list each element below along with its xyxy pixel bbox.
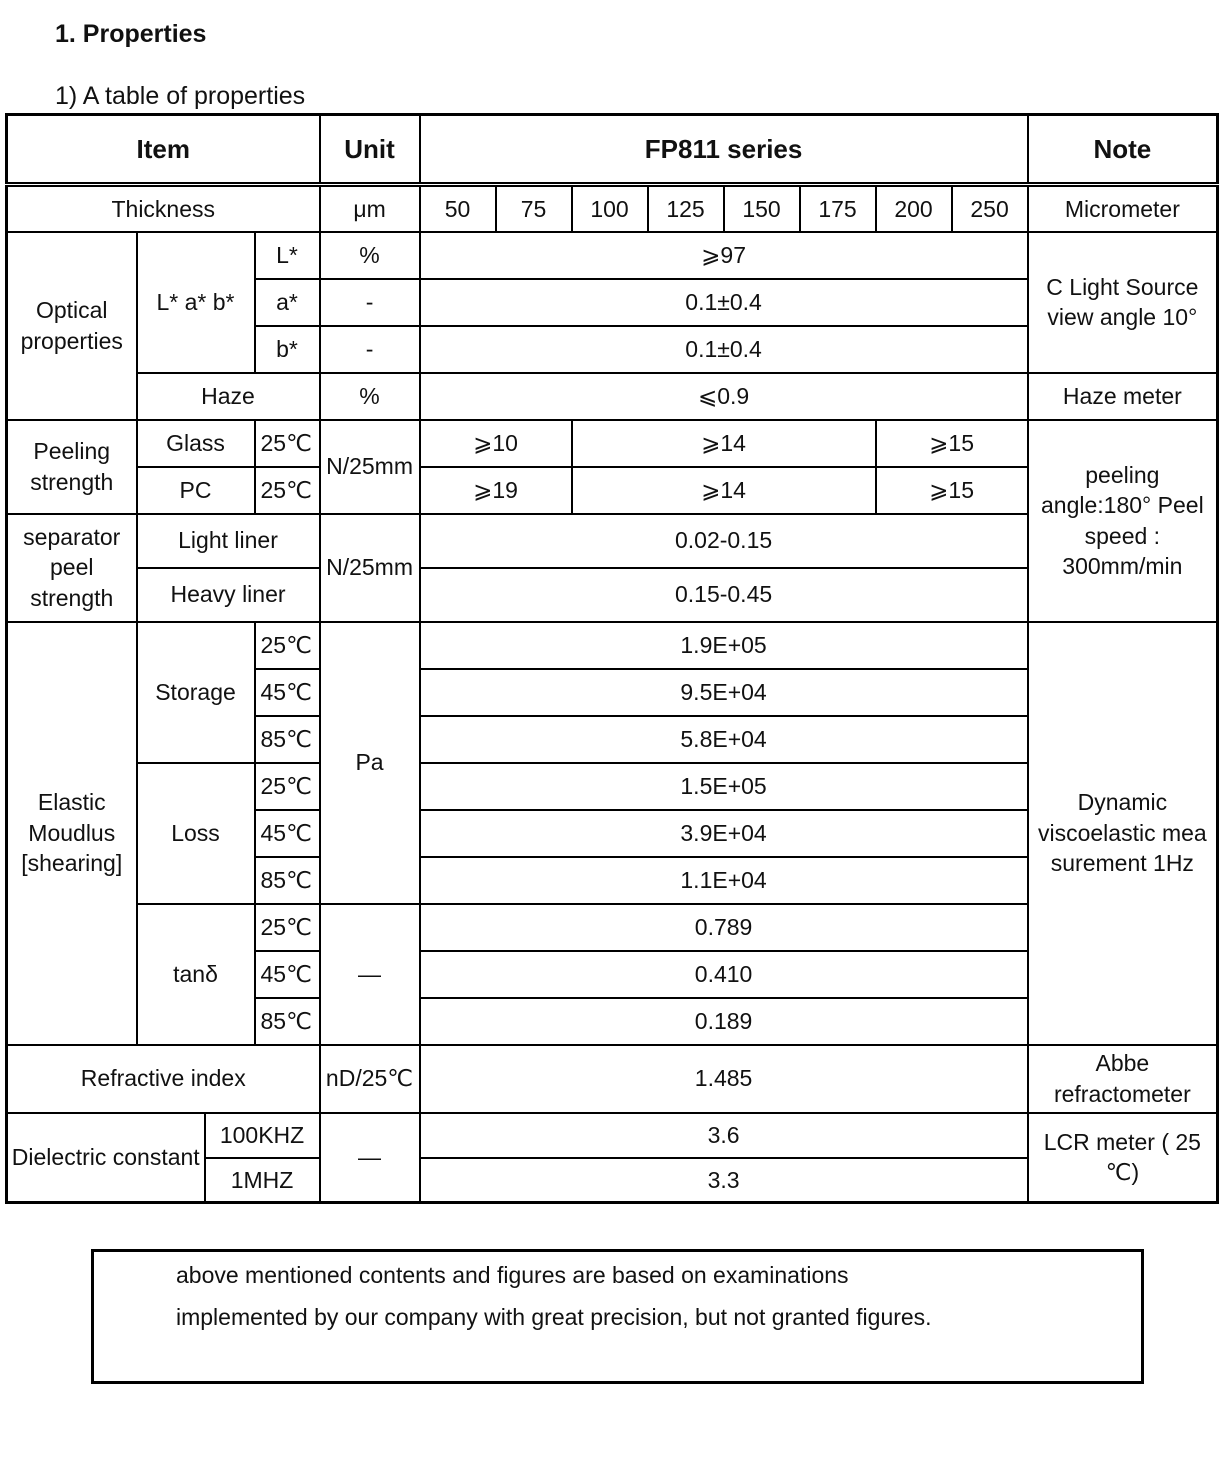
- peel-glass-temp: 25℃: [255, 420, 320, 467]
- peeling-unit: N/25mm: [320, 420, 420, 514]
- thickness-value: 250: [952, 185, 1028, 232]
- refractive-value: 1.485: [420, 1045, 1028, 1113]
- disclaimer-line: implemented by our company with great precision, but not granted figures.: [176, 1304, 932, 1330]
- header-item: Item: [7, 115, 320, 185]
- elastic-temp: 45℃: [255, 669, 320, 716]
- thickness-unit: μm: [320, 185, 420, 232]
- separator-group-label: separator peel strength: [7, 514, 137, 622]
- peel-glass-value: ⩾15: [876, 420, 1028, 467]
- peel-glass-label: Glass: [137, 420, 255, 467]
- heavy-liner-label: Heavy liner: [137, 568, 320, 622]
- pa-unit: Pa: [320, 622, 420, 904]
- header-note: Note: [1028, 115, 1218, 185]
- elastic-temp: 85℃: [255, 716, 320, 763]
- elastic-temp: 25℃: [255, 622, 320, 669]
- dielectric-value: 3.3: [420, 1158, 1028, 1203]
- refractive-note: Abbe refractometer: [1028, 1045, 1218, 1113]
- refractive-row: [7, 1045, 1218, 1113]
- a-value: 0.1±0.4: [420, 279, 1028, 326]
- thickness-value: 200: [876, 185, 952, 232]
- thickness-note: Micrometer: [1028, 185, 1218, 232]
- elastic-temp: 85℃: [255, 857, 320, 904]
- table-subheading: 1) A table of properties: [55, 82, 306, 110]
- storage-label: Storage: [137, 622, 255, 763]
- thickness-value: 125: [648, 185, 724, 232]
- a-label: a*: [255, 279, 320, 326]
- elastic-value: 0.410: [420, 951, 1028, 998]
- elastic-temp: 25℃: [255, 904, 320, 951]
- peel-pc-temp: 25℃: [255, 467, 320, 514]
- refractive-label: Refractive index: [7, 1045, 320, 1113]
- l-label: L*: [255, 232, 320, 279]
- thickness-value: 100: [572, 185, 648, 232]
- optical-group-label: Optical properties: [7, 232, 137, 420]
- elastic-group-label: Elastic Moudlus [shearing]: [7, 622, 137, 1045]
- dielectric-value: 3.6: [420, 1113, 1028, 1158]
- properties-table: [5, 113, 1219, 1204]
- page-heading: 1. Properties: [55, 20, 207, 48]
- thickness-value: 150: [724, 185, 800, 232]
- thickness-value: 175: [800, 185, 876, 232]
- haze-row: [7, 373, 1218, 420]
- header-row: [7, 115, 1218, 185]
- b-value: 0.1±0.4: [420, 326, 1028, 373]
- peeling-note: peeling angle:180° Peel speed : 300mm/min: [1028, 420, 1218, 622]
- thickness-row: [7, 185, 1218, 232]
- haze-label: Haze: [137, 373, 320, 420]
- elastic-note: Dynamic viscoelastic mea surement 1Hz: [1028, 622, 1218, 1045]
- elastic-value: 1.1E+04: [420, 857, 1028, 904]
- dielectric-unit: —: [320, 1113, 420, 1203]
- optical-l-row: [7, 232, 1218, 279]
- elastic-temp: 45℃: [255, 951, 320, 998]
- elastic-value: 5.8E+04: [420, 716, 1028, 763]
- elastic-value: 3.9E+04: [420, 810, 1028, 857]
- a-unit: -: [320, 279, 420, 326]
- haze-value: ⩽0.9: [420, 373, 1028, 420]
- l-unit: %: [320, 232, 420, 279]
- peeling-group-label: Peeling strength: [7, 420, 137, 514]
- elastic-value: 0.789: [420, 904, 1028, 951]
- optical-note: C Light Source view angle 10°: [1028, 232, 1218, 373]
- dielectric-label: Dielectric constant: [7, 1113, 205, 1203]
- peel-pc-value: ⩾14: [572, 467, 876, 514]
- thickness-value: 50: [420, 185, 496, 232]
- haze-note: Haze meter: [1028, 373, 1218, 420]
- haze-unit: %: [320, 373, 420, 420]
- peel-glass-row: [7, 420, 1218, 467]
- peel-pc-label: PC: [137, 467, 255, 514]
- disclaimer-box: [91, 1249, 1144, 1384]
- peel-pc-value: ⩾19: [420, 467, 572, 514]
- freq-label: 1MHZ: [205, 1158, 320, 1203]
- elastic-value: 1.5E+05: [420, 763, 1028, 810]
- light-liner-label: Light liner: [137, 514, 320, 568]
- elastic-temp: 25℃: [255, 763, 320, 810]
- peel-glass-value: ⩾10: [420, 420, 572, 467]
- elastic-value: 1.9E+05: [420, 622, 1028, 669]
- heavy-liner-value: 0.15-0.45: [420, 568, 1028, 622]
- refractive-unit: nD/25℃: [320, 1045, 420, 1113]
- thickness-label: Thickness: [7, 185, 320, 232]
- lab-label: L* a* b*: [137, 232, 255, 373]
- peel-glass-value: ⩾14: [572, 420, 876, 467]
- b-label: b*: [255, 326, 320, 373]
- disclaimer-line: above mentioned contents and figures are based on examinations: [176, 1262, 849, 1288]
- tan-label: tanδ: [137, 904, 255, 1045]
- loss-label: Loss: [137, 763, 255, 904]
- freq-label: 100KHZ: [205, 1113, 320, 1158]
- header-unit: Unit: [320, 115, 420, 185]
- l-value: ⩾97: [420, 232, 1028, 279]
- dielectric-row: [7, 1113, 1218, 1158]
- elastic-value: 9.5E+04: [420, 669, 1028, 716]
- thickness-value: 75: [496, 185, 572, 232]
- elastic-temp: 85℃: [255, 998, 320, 1045]
- elastic-row: [7, 622, 1218, 669]
- peel-pc-value: ⩾15: [876, 467, 1028, 514]
- header-series: FP811 series: [420, 115, 1028, 185]
- b-unit: -: [320, 326, 420, 373]
- dielectric-note: LCR meter ( 25 ℃): [1028, 1113, 1218, 1203]
- elastic-temp: 45℃: [255, 810, 320, 857]
- separator-unit: N/25mm: [320, 514, 420, 622]
- elastic-value: 0.189: [420, 998, 1028, 1045]
- tan-unit: —: [320, 904, 420, 1045]
- light-liner-value: 0.02-0.15: [420, 514, 1028, 568]
